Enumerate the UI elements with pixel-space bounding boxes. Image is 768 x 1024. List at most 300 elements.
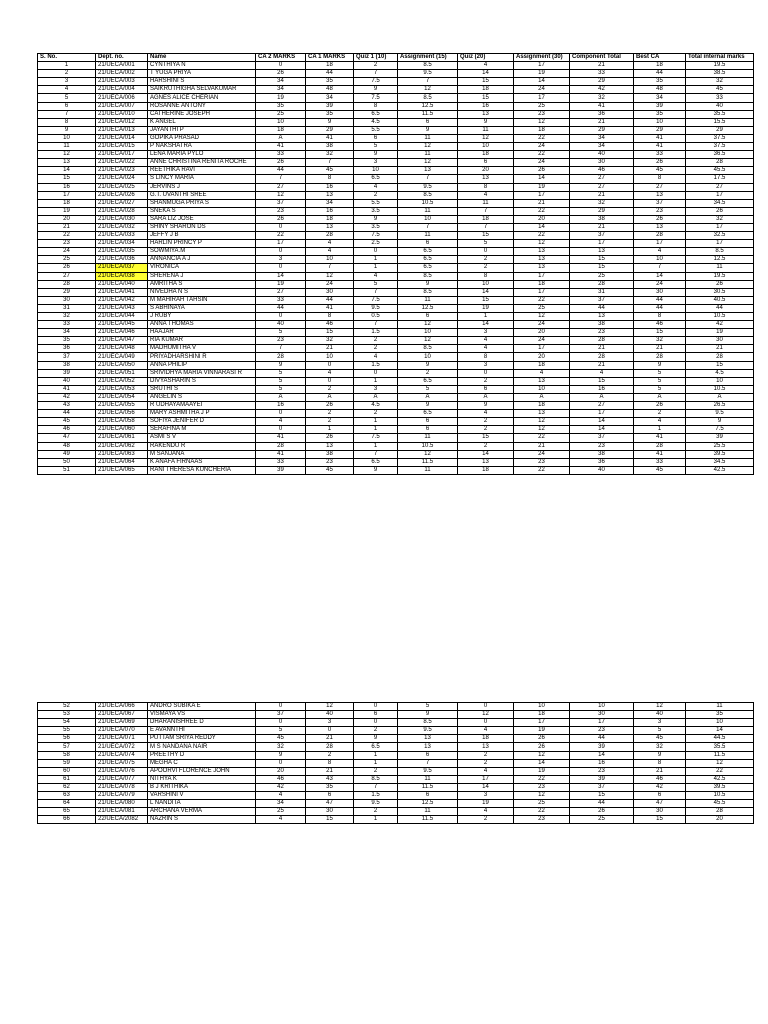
cell-ca2: 45 — [256, 735, 306, 743]
cell-quiz20: 4 — [458, 410, 514, 418]
cell-quiz1: 2.5 — [354, 240, 398, 248]
cell-dept-no: 21/UECA/003 — [96, 78, 148, 86]
table-row — [38, 207, 754, 215]
cell-total-internal: 17 — [686, 223, 754, 231]
cell-ca1: 18 — [306, 62, 354, 70]
cell-ca2: 35 — [256, 102, 306, 110]
cell-component-total: 21 — [570, 191, 634, 199]
cell-assignment15: 10 — [398, 215, 458, 223]
cell-ca1: 0 — [306, 727, 354, 735]
cell-quiz20: 4 — [458, 345, 514, 353]
table-row — [38, 410, 754, 418]
cell-component-total: 25 — [570, 272, 634, 280]
cell-total-internal: 40.5 — [686, 296, 754, 304]
cell-assignment15: 11 — [398, 775, 458, 783]
table-row — [38, 248, 754, 256]
cell-dept-no: 21/UECA/013 — [96, 126, 148, 134]
cell-name: VISMAYA VS — [148, 711, 256, 719]
cell-total-internal: A — [686, 393, 754, 401]
cell-component-total: A — [570, 393, 634, 401]
cell-assignment30: 23 — [514, 110, 570, 118]
cell-component-total: 17 — [570, 240, 634, 248]
cell-component-total: 27 — [570, 175, 634, 183]
cell-ca1: 26 — [306, 402, 354, 410]
cell-name: MARY ASHMITHA J P — [148, 410, 256, 418]
cell-assignment30: 4 — [514, 369, 570, 377]
cell-quiz1: 2 — [354, 727, 398, 735]
cell-best-ca: 48 — [634, 86, 686, 94]
cell-quiz1: 7.5 — [354, 232, 398, 240]
cell-assignment15: 11 — [398, 434, 458, 442]
cell-best-ca: 29 — [634, 126, 686, 134]
cell-ca1: 30 — [306, 288, 354, 296]
cell-ca2: 25 — [256, 808, 306, 816]
cell-assignment15: 6 — [398, 313, 458, 321]
cell-best-ca: 30 — [634, 808, 686, 816]
cell-ca2: 0 — [256, 703, 306, 711]
cell-assignment30: 23 — [514, 458, 570, 466]
cell-total-internal: 44 — [686, 304, 754, 312]
cell-total-internal: 34.5 — [686, 199, 754, 207]
cell-total-internal: 17 — [686, 240, 754, 248]
cell-ca2: 0 — [256, 313, 306, 321]
cell-name: SOWMIYA.M — [148, 248, 256, 256]
cell-assignment15: 12 — [398, 321, 458, 329]
cell-dept-no: 21/UECA/079 — [96, 792, 148, 800]
cell-assignment15: 11.5 — [398, 783, 458, 791]
cell-component-total: 30 — [570, 711, 634, 719]
cell-quiz20: 2 — [458, 264, 514, 272]
table-row — [38, 215, 754, 223]
cell-dept-no: 21/UECA/070 — [96, 727, 148, 735]
cell-dept-no: 21/UECA/041 — [96, 288, 148, 296]
table-row — [38, 800, 754, 808]
cell-ca2: 27 — [256, 288, 306, 296]
cell-best-ca: 9 — [634, 751, 686, 759]
cell-assignment30: 23 — [514, 816, 570, 824]
cell-best-ca: 45 — [634, 466, 686, 474]
cell-component-total: 37 — [570, 783, 634, 791]
cell-component-total: 13 — [570, 313, 634, 321]
cell-ca1: 32 — [306, 151, 354, 159]
table-row — [38, 345, 754, 353]
cell-ca2: 16 — [256, 402, 306, 410]
cell-ca1: 21 — [306, 735, 354, 743]
cell-quiz20: 0 — [458, 703, 514, 711]
cell-assignment30: 17 — [514, 191, 570, 199]
cell-assignment15: 8.5 — [398, 94, 458, 102]
table-row — [38, 313, 754, 321]
cell-dept-no: 21/UECA/022 — [96, 159, 148, 167]
cell-ca2: 26 — [256, 159, 306, 167]
cell-quiz20: 8 — [458, 272, 514, 280]
cell-ca2: 34 — [256, 86, 306, 94]
cell-ca1: 2 — [306, 410, 354, 418]
cell-component-total: 36 — [570, 458, 634, 466]
cell-quiz20: 9 — [458, 402, 514, 410]
cell-assignment30: 24 — [514, 159, 570, 167]
cell-assignment15: 12 — [398, 143, 458, 151]
cell-total-internal: 7.5 — [686, 426, 754, 434]
cell-best-ca: 21 — [634, 345, 686, 353]
cell-name: S ABHINAYA — [148, 304, 256, 312]
cell-ca2: 0 — [256, 410, 306, 418]
cell-total-internal: 10.5 — [686, 313, 754, 321]
cell-name: K ANAFA FIRNAAS — [148, 458, 256, 466]
cell-best-ca: 27 — [634, 183, 686, 191]
cell-assignment15: 8.5 — [398, 719, 458, 727]
cell-ca2: 33 — [256, 151, 306, 159]
cell-assignment15: 7 — [398, 175, 458, 183]
cell-best-ca: 5 — [634, 727, 686, 735]
cell-dept-no: 21/UECA/056 — [96, 410, 148, 418]
cell-ca2: 26 — [256, 215, 306, 223]
cell-component-total: 15 — [570, 264, 634, 272]
cell-ca2: 0 — [256, 62, 306, 70]
cell-component-total: 21 — [570, 361, 634, 369]
cell-quiz1: 7.5 — [354, 94, 398, 102]
table-row — [38, 426, 754, 434]
table-row — [38, 703, 754, 711]
cell-component-total: 41 — [570, 102, 634, 110]
cell-sno: 48 — [38, 442, 96, 450]
cell-ca1: 7 — [306, 264, 354, 272]
table-row — [38, 191, 754, 199]
cell-ca2: 0 — [256, 248, 306, 256]
table-row — [38, 159, 754, 167]
cell-dept-no: 21/UECA/015 — [96, 143, 148, 151]
cell-best-ca: 44 — [634, 70, 686, 78]
cell-quiz20: 1 — [458, 313, 514, 321]
cell-ca1: 10 — [306, 353, 354, 361]
cell-best-ca: 21 — [634, 767, 686, 775]
cell-ca2: 9 — [256, 751, 306, 759]
cell-sno: 25 — [38, 256, 96, 264]
cell-dept-no: 21/UECA/036 — [96, 256, 148, 264]
cell-ca1: 45 — [306, 466, 354, 474]
cell-sno: 22 — [38, 232, 96, 240]
table-row — [38, 304, 754, 312]
cell-total-internal: 20 — [686, 816, 754, 824]
cell-ca1: 2 — [306, 751, 354, 759]
cell-assignment30: 26 — [514, 735, 570, 743]
cell-best-ca: 2 — [634, 410, 686, 418]
cell-sno: 12 — [38, 151, 96, 159]
table-row — [38, 118, 754, 126]
cell-sno: 15 — [38, 175, 96, 183]
cell-dept-no: 21/UECA/072 — [96, 743, 148, 751]
table-row — [38, 743, 754, 751]
cell-quiz1: 1 — [354, 759, 398, 767]
cell-total-internal: 21 — [686, 345, 754, 353]
cell-assignment30: 19 — [514, 70, 570, 78]
cell-dept-no: 21/UECA/052 — [96, 377, 148, 385]
table-row — [38, 792, 754, 800]
cell-dept-no: 21/UECA/053 — [96, 385, 148, 393]
cell-ca2: 10 — [256, 118, 306, 126]
cell-dept-no: 21/UECA/061 — [96, 434, 148, 442]
cell-best-ca: 5 — [634, 369, 686, 377]
cell-assignment15: 6.5 — [398, 264, 458, 272]
cell-quiz1: 3 — [354, 385, 398, 393]
cell-sno: 36 — [38, 345, 96, 353]
cell-component-total: 34 — [570, 143, 634, 151]
cell-assignment15: 12 — [398, 450, 458, 458]
cell-assignment30: 17 — [514, 62, 570, 70]
cell-ca1: 16 — [306, 207, 354, 215]
cell-sno: 6 — [38, 102, 96, 110]
cell-assignment15: 6 — [398, 118, 458, 126]
cell-quiz20: 2 — [458, 377, 514, 385]
cell-quiz1: 7 — [354, 783, 398, 791]
cell-quiz1: 2 — [354, 767, 398, 775]
cell-dept-no: 21/UECA/051 — [96, 369, 148, 377]
cell-ca2: 19 — [256, 94, 306, 102]
cell-quiz20: 7 — [458, 207, 514, 215]
cell-component-total: 17 — [570, 719, 634, 727]
cell-dept-no: 21/UECA/069 — [96, 719, 148, 727]
cell-best-ca: 10 — [634, 256, 686, 264]
cell-name: PUTTAM SRIYA REDDY — [148, 735, 256, 743]
header-assignment30: Assignment (30) — [514, 54, 570, 62]
cell-sno: 10 — [38, 134, 96, 142]
cell-quiz1: 7 — [354, 288, 398, 296]
cell-dept-no: 21/UECA/076 — [96, 767, 148, 775]
cell-component-total: 40 — [570, 466, 634, 474]
table-row — [38, 759, 754, 767]
cell-sno: 18 — [38, 199, 96, 207]
cell-component-total: 23 — [570, 442, 634, 450]
cell-sno: 55 — [38, 727, 96, 735]
cell-quiz1: 0 — [354, 369, 398, 377]
cell-quiz20: 7 — [458, 223, 514, 231]
cell-quiz20: 6 — [458, 159, 514, 167]
header-ca1: CA 1 MARKS — [306, 54, 354, 62]
cell-ca2: 42 — [256, 783, 306, 791]
cell-assignment15: 8.5 — [398, 191, 458, 199]
cell-best-ca: 13 — [634, 223, 686, 231]
table-row — [38, 102, 754, 110]
cell-name: RAKENDU R — [148, 442, 256, 450]
cell-quiz20: 2 — [458, 256, 514, 264]
cell-assignment15: A — [398, 393, 458, 401]
cell-quiz20: 14 — [458, 450, 514, 458]
cell-assignment15: 9.5 — [398, 767, 458, 775]
cell-ca1: 4 — [306, 369, 354, 377]
cell-sno: 52 — [38, 703, 96, 711]
cell-ca2: 0 — [256, 719, 306, 727]
cell-best-ca: 28 — [634, 232, 686, 240]
table-row — [38, 385, 754, 393]
cell-best-ca: 24 — [634, 280, 686, 288]
cell-ca2: 22 — [256, 232, 306, 240]
cell-ca2: 23 — [256, 337, 306, 345]
cell-total-internal: 45.5 — [686, 800, 754, 808]
cell-total-internal: 39.5 — [686, 783, 754, 791]
cell-dept-no: 21/UECA/035 — [96, 248, 148, 256]
cell-quiz1: 6.5 — [354, 458, 398, 466]
cell-assignment15: 8.5 — [398, 272, 458, 280]
cell-dept-no: 21/UECA/062 — [96, 442, 148, 450]
header-best-ca: Best CA — [634, 54, 686, 62]
cell-dept-no: 21/UECA/038 — [96, 272, 148, 280]
cell-total-internal: 10.5 — [686, 385, 754, 393]
cell-total-internal: 10.5 — [686, 792, 754, 800]
cell-best-ca: 6 — [634, 792, 686, 800]
table-row — [38, 183, 754, 191]
cell-dept-no: 21/UECA/063 — [96, 450, 148, 458]
cell-component-total: 38 — [570, 215, 634, 223]
cell-name: APOORVI FLORENCE JOHN — [148, 767, 256, 775]
cell-quiz20: 17 — [458, 775, 514, 783]
cell-name: DIVYASHARIN S — [148, 377, 256, 385]
cell-dept-no: 21/UECA/001 — [96, 62, 148, 70]
cell-quiz20: 3 — [458, 792, 514, 800]
cell-sno: 40 — [38, 377, 96, 385]
cell-component-total: 21 — [570, 62, 634, 70]
cell-assignment15: 12.5 — [398, 102, 458, 110]
cell-assignment30: 22 — [514, 775, 570, 783]
cell-ca2: 5 — [256, 329, 306, 337]
cell-total-internal: 17 — [686, 191, 754, 199]
cell-quiz1: 4 — [354, 353, 398, 361]
cell-assignment15: 11.5 — [398, 458, 458, 466]
cell-total-internal: 37.5 — [686, 143, 754, 151]
cell-sno: 61 — [38, 775, 96, 783]
cell-assignment30: 20 — [514, 215, 570, 223]
cell-quiz1: 9 — [354, 86, 398, 94]
cell-component-total: 27 — [570, 183, 634, 191]
cell-quiz20: 2 — [458, 426, 514, 434]
cell-component-total: 15 — [570, 256, 634, 264]
cell-component-total: 16 — [570, 759, 634, 767]
cell-quiz20: 4 — [458, 337, 514, 345]
cell-total-internal: 17.5 — [686, 175, 754, 183]
cell-ca1: 9 — [306, 118, 354, 126]
cell-name: K ANGEL — [148, 118, 256, 126]
cell-quiz20: 15 — [458, 232, 514, 240]
cell-component-total: 32 — [570, 199, 634, 207]
cell-quiz1: 3.5 — [354, 207, 398, 215]
cell-component-total: 30 — [570, 159, 634, 167]
table-row — [38, 62, 754, 70]
header-dept-no: Dept. no. — [96, 54, 148, 62]
cell-assignment30: 12 — [514, 118, 570, 126]
table-row — [38, 329, 754, 337]
cell-best-ca: 5 — [634, 385, 686, 393]
cell-assignment15: 6 — [398, 751, 458, 759]
cell-best-ca: A — [634, 393, 686, 401]
cell-sno: 56 — [38, 735, 96, 743]
cell-component-total: 40 — [570, 151, 634, 159]
cell-sno: 45 — [38, 418, 96, 426]
cell-sno: 13 — [38, 159, 96, 167]
cell-ca1: 28 — [306, 743, 354, 751]
cell-dept-no: 21/UECA/032 — [96, 223, 148, 231]
cell-ca1: 18 — [306, 215, 354, 223]
cell-assignment15: 6.5 — [398, 377, 458, 385]
cell-ca2: 44 — [256, 304, 306, 312]
cell-assignment30: 12 — [514, 426, 570, 434]
cell-assignment30: 24 — [514, 450, 570, 458]
cell-ca1: 30 — [306, 808, 354, 816]
cell-assignment15: 9.5 — [398, 70, 458, 78]
cell-dept-no: 21/UECA/028 — [96, 207, 148, 215]
cell-assignment15: 12 — [398, 86, 458, 94]
cell-dept-no: 21/UECA/030 — [96, 215, 148, 223]
cell-total-internal: 22 — [686, 767, 754, 775]
cell-name: SARA LIZ JOSE — [148, 215, 256, 223]
cell-quiz1: 1 — [354, 256, 398, 264]
cell-quiz1: 7.5 — [354, 296, 398, 304]
cell-component-total: 28 — [570, 280, 634, 288]
cell-total-internal: 30 — [686, 337, 754, 345]
cell-ca1: 2 — [306, 418, 354, 426]
cell-ca2: 37 — [256, 199, 306, 207]
cell-quiz1: 7 — [354, 321, 398, 329]
cell-dept-no: 21/UECA/017 — [96, 151, 148, 159]
cell-name: MADHUMITHA V — [148, 345, 256, 353]
cell-dept-no: 21/UECA/050 — [96, 361, 148, 369]
cell-ca2: 0 — [256, 426, 306, 434]
cell-ca2: 33 — [256, 458, 306, 466]
cell-quiz1: 3 — [354, 159, 398, 167]
cell-assignment15: 9 — [398, 402, 458, 410]
cell-quiz20: 13 — [458, 458, 514, 466]
cell-name: NAZRIN S — [148, 816, 256, 824]
cell-quiz20: 3 — [458, 361, 514, 369]
cell-assignment15: 12 — [398, 159, 458, 167]
cell-sno: 29 — [38, 288, 96, 296]
cell-name: ASMI S V — [148, 434, 256, 442]
cell-best-ca: 40 — [634, 711, 686, 719]
cell-ca2: 3 — [256, 256, 306, 264]
cell-component-total: 26 — [570, 808, 634, 816]
cell-dept-no: 21/UECA/037 — [96, 264, 148, 272]
cell-quiz1: 1 — [354, 264, 398, 272]
cell-total-internal: 34.5 — [686, 458, 754, 466]
cell-quiz20: 14 — [458, 321, 514, 329]
cell-name: SOFIYA JENIFER D — [148, 418, 256, 426]
cell-best-ca: 44 — [634, 304, 686, 312]
cell-total-internal: 12 — [686, 759, 754, 767]
cell-dept-no: 21/UECA/045 — [96, 321, 148, 329]
cell-dept-no: 21/UECA/044 — [96, 313, 148, 321]
cell-ca1: 8 — [306, 759, 354, 767]
cell-total-internal: 35 — [686, 711, 754, 719]
cell-total-internal: 44.5 — [686, 735, 754, 743]
cell-ca1: 13 — [306, 191, 354, 199]
cell-ca2: 28 — [256, 442, 306, 450]
cell-quiz1: 9 — [354, 735, 398, 743]
cell-total-internal: 11 — [686, 703, 754, 711]
cell-dept-no: 21/UECA/010 — [96, 110, 148, 118]
table-row — [38, 353, 754, 361]
cell-total-internal: 32 — [686, 215, 754, 223]
cell-assignment30: 19 — [514, 183, 570, 191]
cell-name: JAYANTHI P — [148, 126, 256, 134]
cell-ca1: 21 — [306, 767, 354, 775]
cell-quiz20: 10 — [458, 143, 514, 151]
cell-name: VARSHINI V — [148, 792, 256, 800]
cell-assignment30: 19 — [514, 727, 570, 735]
table-row — [38, 711, 754, 719]
cell-dept-no: 21/UECA/004 — [96, 86, 148, 94]
cell-ca1: 28 — [306, 232, 354, 240]
cell-quiz20: 4 — [458, 62, 514, 70]
cell-quiz1: 2 — [354, 191, 398, 199]
cell-component-total: 23 — [570, 767, 634, 775]
